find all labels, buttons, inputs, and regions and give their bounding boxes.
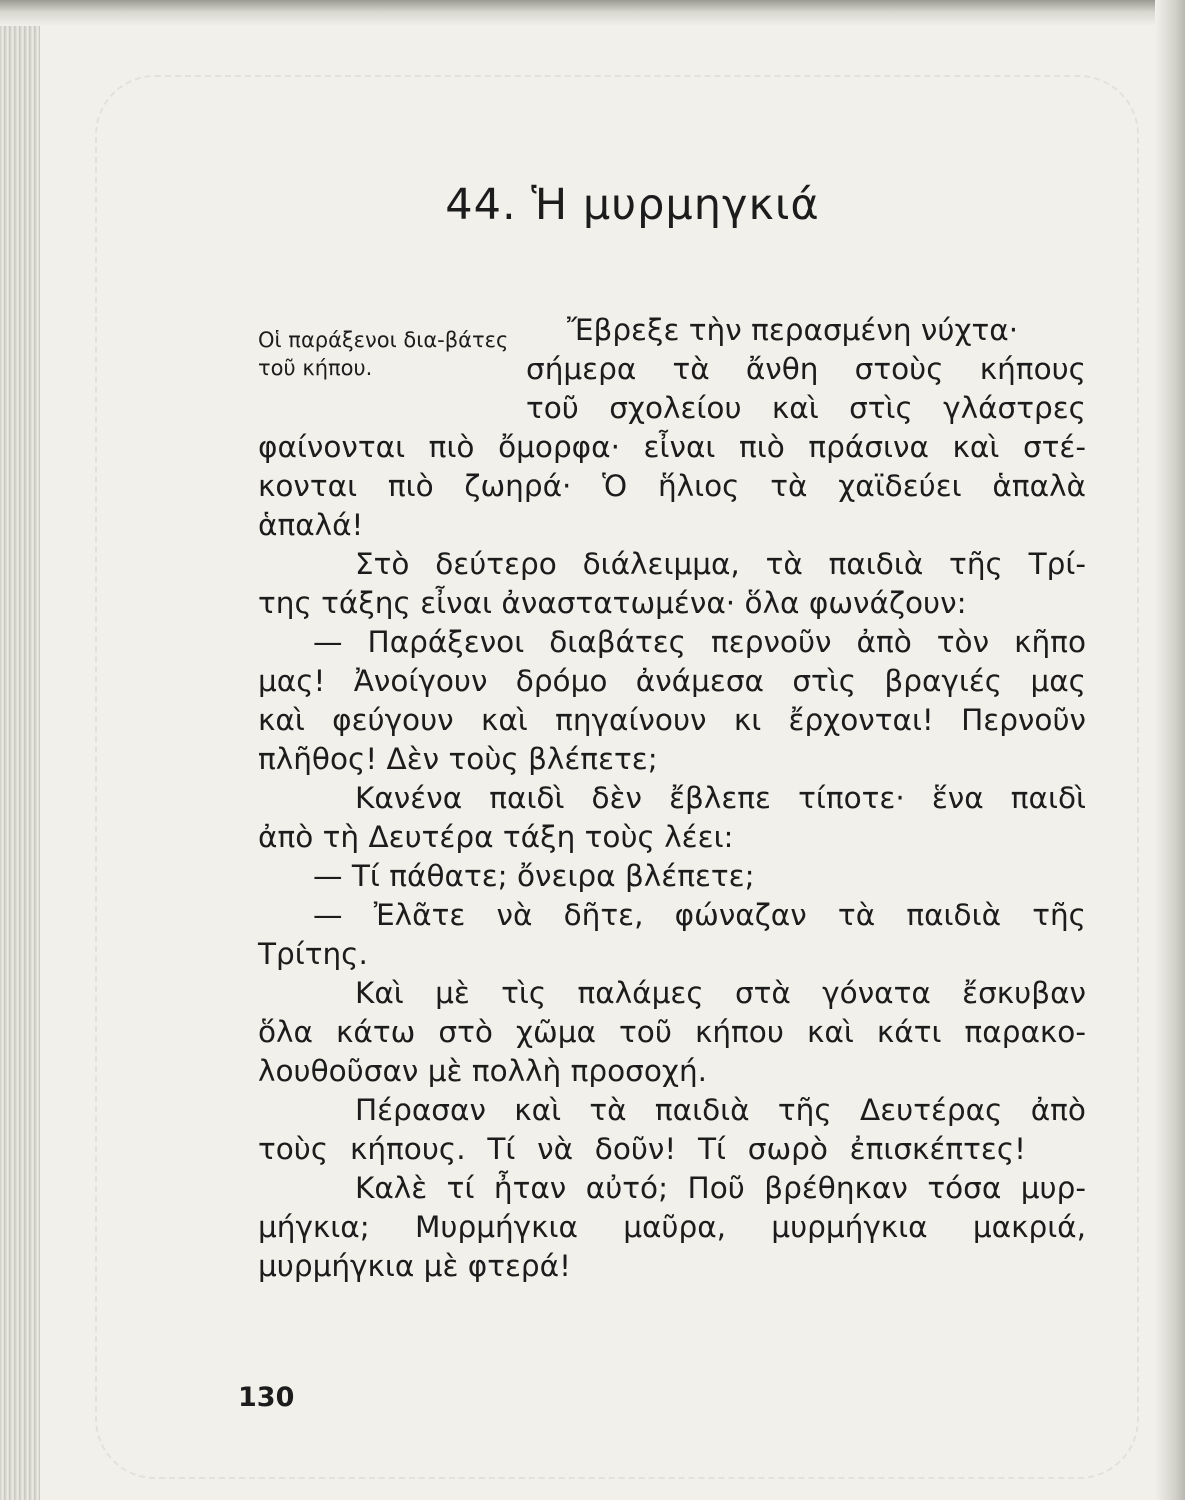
text-line: φαίνονται πιὸ ὄμορφα· εἶναι πιὸ πράσινα καὶ στέ- — [258, 430, 1086, 464]
text-line: ἀπὸ τὴ Δευτέρα τάξη τοὺς λέει: — [258, 820, 734, 854]
text-line: λουθοῦσαν μὲ πολλὴ προσοχή. — [258, 1054, 708, 1088]
text-line: της τάξης εἶναι ἀναστατωμένα· ὅλα φωνάζουν: — [258, 586, 967, 620]
text-line: — Τί πάθατε; ὄνειρα βλέπετε; — [313, 859, 755, 893]
page-number: 130 — [238, 1382, 295, 1413]
margin-note: Οἱ παράξενοι δια-βάτες τοῦ κήπου. — [258, 328, 509, 380]
text-line: Κανένα παιδὶ δὲν ἔβλεπε τίποτε· ἕνα παιδὶ — [355, 781, 1086, 815]
text-line: πλῆθος! Δὲν τοὺς βλέπετε; — [258, 742, 658, 776]
text-line: Καλὲ τί ἦταν αὐτό; Ποῦ βρέθηκαν τόσα μυρ- — [355, 1171, 1086, 1205]
text-line: ὅλα κάτω στὸ χῶμα τοῦ κήπου καὶ κάτι παρακο- — [258, 1015, 1086, 1049]
text-line: τοὺς κήπους. Τί νὰ δοῦν! Τί σωρὸ ἐπισκέπτες! — [258, 1132, 1026, 1166]
text-line: μυρμήγκια μὲ φτερά! — [258, 1249, 571, 1283]
text-line: — Ἐλᾶτε νὰ δῆτε, φώναζαν τὰ παιδιὰ τῆς — [313, 898, 1086, 932]
text-line: Πέρασαν καὶ τὰ παιδιὰ τῆς Δευτέρας ἀπὸ — [355, 1093, 1086, 1127]
text-line: σήμερα τὰ ἄνθη στοὺς κήπους — [526, 352, 1086, 386]
text-line: καὶ φεύγουν καὶ πηγαίνουν κι ἔρχονται! Περνοῦν — [258, 703, 1086, 737]
text-line: κονται πιὸ ζωηρά· Ὁ ἥλιος τὰ χαϊδεύει ἁπαλὰ — [258, 469, 1086, 503]
text-line: Στὸ δεύτερο διάλειμμα, τὰ παιδιὰ τῆς Τρί- — [355, 547, 1086, 581]
book-page-stack-left — [0, 0, 40, 1500]
text-line: Τρίτης. — [258, 937, 368, 971]
text-line: μήγκια; Μυρμήγκια μαῦρα, μυρμήγκια μακριά, — [258, 1210, 1086, 1244]
chapter-title: 44. Ἡ μυρμηγκιά — [445, 180, 820, 230]
text-line: — Παράξενοι διαβάτες περνοῦν ἀπὸ τὸν κῆπο — [313, 625, 1086, 659]
text-line: Ἔβρεξε τὴν περασμένη νύχτα· — [567, 313, 1019, 347]
text-line: ἁπαλά! — [258, 508, 364, 542]
text-line: Καὶ μὲ τὶς παλάμες στὰ γόνατα ἔσκυβαν — [355, 976, 1086, 1010]
text-line: τοῦ σχολείου καὶ στὶς γλάστρες — [526, 391, 1086, 425]
book-page-edge-top — [0, 0, 1185, 26]
text-line: μας! Ἀνοίγουν δρόμο ἀνάμεσα στὶς βραγιές μας — [258, 664, 1086, 698]
